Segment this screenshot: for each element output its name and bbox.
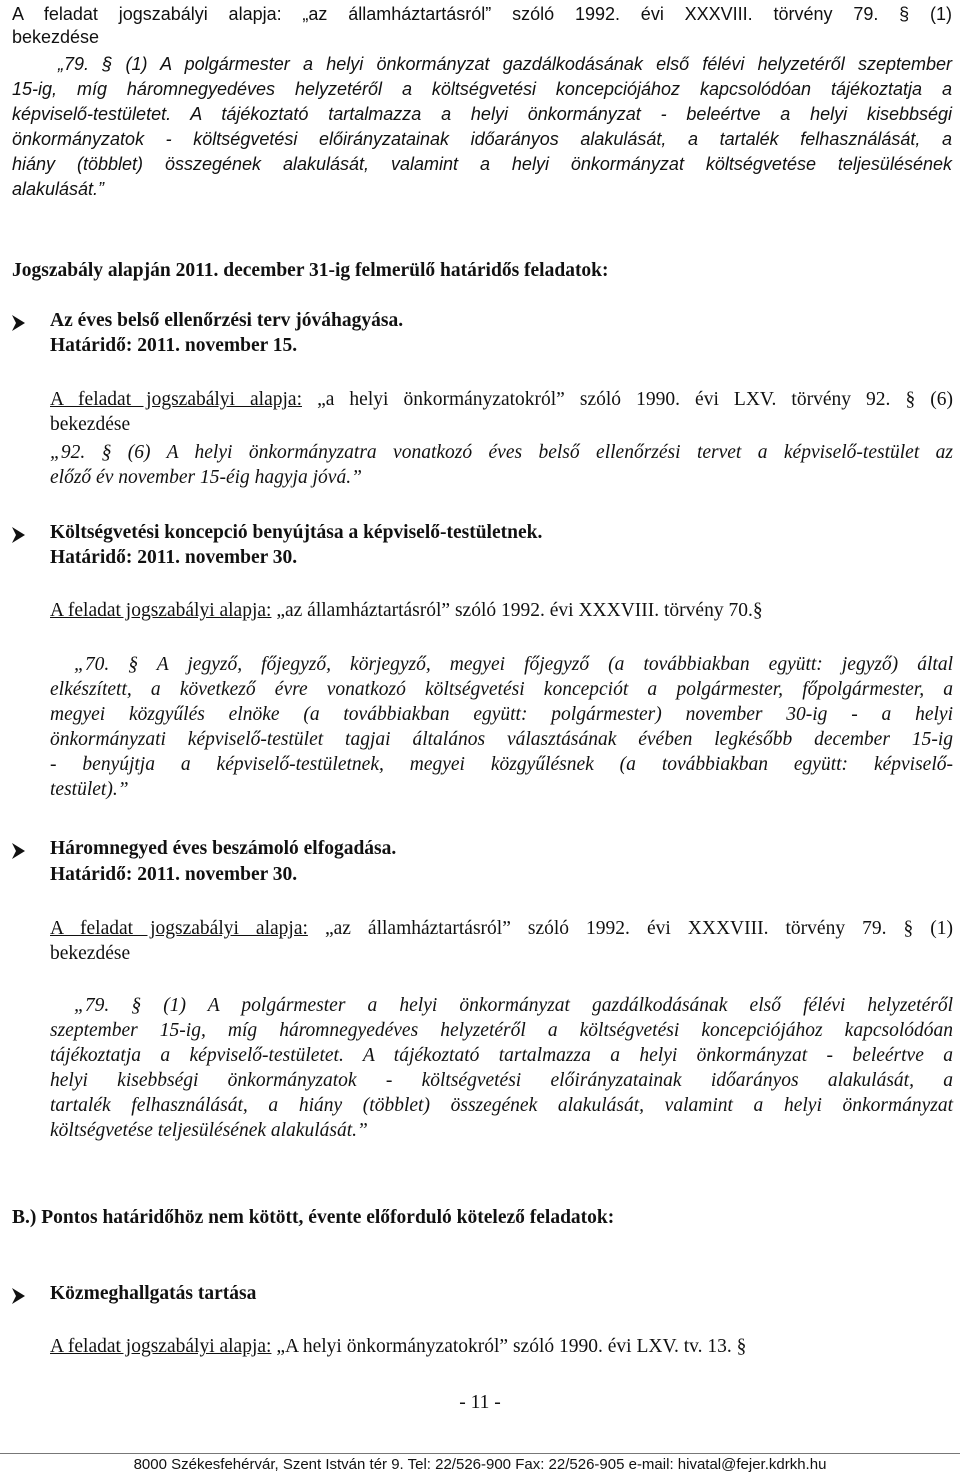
quote-line: helyi kisebbségi önkormányzatok - költségvetési előirányzatainak időarányos alakulását, a: [50, 1070, 953, 1091]
item-title: Háromnegyed éves beszámoló elfogadása.: [50, 838, 397, 859]
quote-line: testület).”: [50, 779, 129, 800]
legal-basis-text: „A helyi önkormányzatokról” szóló 1990. évi LXV. tv. 13. §: [276, 1336, 747, 1357]
quote-line: költségvetése teljesülésének alakulását.”: [50, 1120, 368, 1141]
item-legal-basis: [50, 916, 953, 966]
arrow-bullet-icon: [10, 840, 28, 862]
item-deadline: Határidő: 2011. november 30.: [50, 547, 298, 568]
legal-basis-label: A feladat jogszabályi alapja:: [50, 918, 308, 939]
quote-70: [50, 652, 953, 802]
item-legal-basis: [50, 1336, 953, 1358]
legal-basis-line: bekezdése: [12, 27, 100, 47]
quote-line: hiány (többlet) összegének alakulását, valamint a helyi önkormányzat költségvetése teljesülésének: [12, 154, 952, 174]
quote-line: 15-ig, míg háromnegyedéves helyzetéről a költségvetési koncepciójához kapcsolódóan tájékoztatja a: [12, 79, 952, 99]
arrow-bullet-icon: [10, 312, 28, 334]
item-legal-basis: [50, 387, 953, 437]
quote-line: - benyújtja a képviselő-testületnek, megyei közgyűlésnek (a továbbiakban együtt: képviselő-: [50, 754, 953, 775]
item-title: Az éves belső ellenőrzési terv jóváhagyása.: [50, 310, 404, 331]
legal-basis-label: A feladat jogszabályi alapja:: [50, 1336, 272, 1357]
quote-line: „92. § (6) A helyi önkormányzatra vonatkozó éves belső ellenőrzési tervet a képviselő-testület az: [50, 442, 953, 463]
item-legal-basis: [50, 600, 953, 622]
quote-line: tájékoztatja a képviselő-testületet. A tájékoztató tartalmazza a helyi önkormányzat - beleértve a: [50, 1045, 953, 1066]
quote-line: előző év november 15-éig hagyja jóvá.”: [50, 467, 362, 488]
page-number: - 11 -: [459, 1392, 501, 1413]
legal-basis-text: bekezdése: [50, 414, 131, 435]
quote-line: képviselő-testületet. A tájékoztató tartalmazza a helyi önkormányzat - beleértve a helyi kisebbségi: [12, 104, 952, 124]
legal-basis-text: „a helyi önkormányzatokról” szóló 1990. évi LXV. törvény 92. § (6): [317, 389, 954, 410]
item-title: Költségvetési koncepció benyújtása a képviselő-testületnek.: [50, 522, 543, 543]
arrow-bullet-icon: [10, 524, 28, 546]
section-heading: Jogszabály alapján 2011. december 31-ig felmerülő határidős feladatok:: [12, 260, 609, 281]
quote-line: „79. § (1) A polgármester a helyi önkormányzat gazdálkodásának első félévi helyzetéről szeptember: [58, 54, 952, 74]
quote-line: szeptember 15-ig, míg háromnegyedéves helyzetéről a költségvetési koncepciójához kapcsolódóan: [50, 1020, 953, 1041]
section-b-heading: B.) Pontos határidőhöz nem kötött, évente előforduló kötelező feladatok:: [12, 1207, 615, 1228]
item-deadline: Határidő: 2011. november 30.: [50, 864, 298, 885]
quote-line: önkormányzati képviselő-testület tagjai általános választásának évében legkésőbb december 15-ig: [50, 729, 953, 750]
quote-line: alakulását.”: [12, 179, 105, 199]
legal-basis-top: [12, 2, 952, 48]
quote-92: [50, 440, 953, 490]
quote-79-top: [12, 52, 952, 202]
quote-line: elkészített, a következő évre vonatkozó költségvetési koncepciót a polgármester, főpolgármester, a: [50, 679, 953, 700]
quote-line: tartalék felhasználását, a hiány (többlet) összegének alakulását, valamint a helyi önkormányzat: [50, 1095, 953, 1116]
item-title: Közmeghallgatás tartása: [50, 1283, 257, 1304]
footer-address: 8000 Székesfehérvár, Szent István tér 9. Tel: 22/526-900 Fax: 22/526-905 e-mail: hivatal@fejer.kdrkh.hu: [133, 1456, 827, 1473]
legal-basis-line: A feladat jogszabályi alapja: „az államháztartásról” szóló 1992. évi XXXVIII. törvény 79. § (1): [12, 4, 952, 24]
quote-line: megyei közgyűlés elnöke (a továbbiakban együtt: polgármester) november 30-ig - a helyi: [50, 704, 953, 725]
quote-79: [50, 993, 953, 1143]
quote-line: „79. § (1) A polgármester a helyi önkormányzat gazdálkodásának első félévi helyzetéről: [74, 995, 953, 1016]
legal-basis-text: bekezdése: [50, 943, 131, 964]
legal-basis-text: „az államháztartásról” szóló 1992. évi XXXVIII. törvény 79. § (1): [324, 918, 954, 939]
quote-line: önkormányzatok - költségvetési előirányzatainak időarányos alakulását, a tartalék felhasználását, a: [12, 129, 952, 149]
legal-basis-label: A feladat jogszabályi alapja:: [50, 389, 302, 410]
item-deadline: Határidő: 2011. november 15.: [50, 335, 298, 356]
footer-divider: [0, 1453, 960, 1454]
legal-basis-text: „az államháztartásról” szóló 1992. évi XXXVIII. törvény 70.§: [276, 600, 763, 621]
legal-basis-label: A feladat jogszabályi alapja:: [50, 600, 272, 621]
quote-line: „70. § A jegyző, főjegyző, körjegyző, megyei főjegyző (a továbbiakban együtt: jegyző) által: [74, 654, 953, 675]
arrow-bullet-icon: [10, 1285, 28, 1307]
